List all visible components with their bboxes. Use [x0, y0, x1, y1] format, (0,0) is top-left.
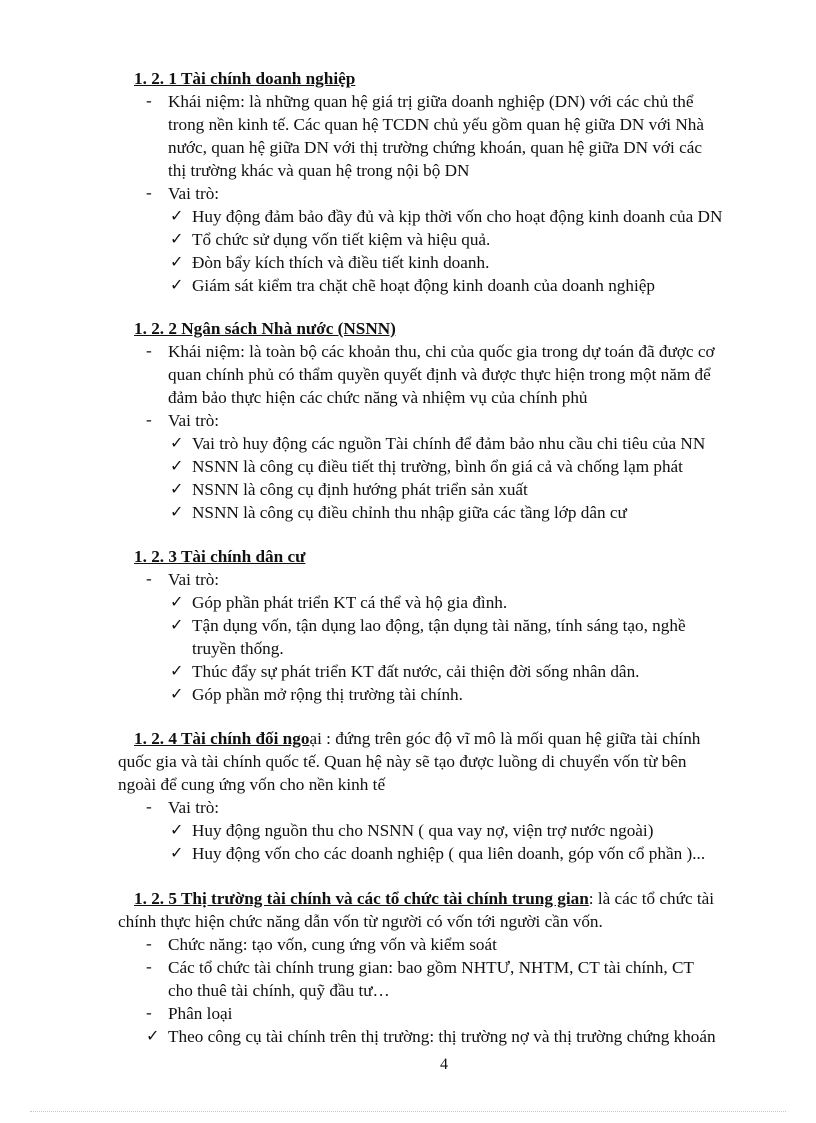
check-icon: ✓: [170, 845, 184, 862]
dash-bullet: -: [146, 934, 152, 953]
check-icon: ✓: [170, 277, 184, 294]
intro-line: chính thực hiện chức năng dẫn vốn từ người có vốn tới người cần vốn.: [118, 912, 603, 931]
role-item: NSNN là công cụ điều chỉnh thu nhập giữa các tầng lớp dân cư: [192, 503, 627, 522]
dash-bullet: -: [146, 957, 152, 976]
concept-line: trong nền kinh tế. Các quan hệ TCDN chủ yếu gồm quan hệ giữa DN với Nhà: [168, 115, 704, 134]
check-icon: ✓: [170, 458, 184, 475]
role-item: NSNN là công cụ định hướng phát triển sản xuất: [192, 480, 528, 499]
list-item: Các tổ chức tài chính trung gian: bao gồm NHTƯ, NHTM, CT tài chính, CT: [168, 958, 694, 977]
section-heading-1-2-3: 1. 2. 3 Tài chính dân cư: [134, 547, 306, 566]
section-1-2-5-first-line: [134, 888, 714, 910]
check-icon: ✓: [170, 663, 184, 680]
role-label: Vai trò:: [168, 570, 220, 589]
role-item: Tận dụng vốn, tận dụng lao động, tận dụng tài năng, tính sáng tạo, nghề: [192, 616, 686, 635]
check-icon: ✓: [170, 504, 184, 521]
heading-tail: ại: [309, 729, 322, 748]
check-icon: ✓: [170, 617, 184, 634]
concept-line: đảm bảo thực hiện các chức năng và nhiệm vụ của chính phủ: [168, 388, 588, 407]
intro-line: ngoài để cung ứng vốn cho nền kinh tế: [118, 775, 386, 794]
role-item: Huy động đảm bảo đầy đủ và kịp thời vốn cho hoạt động kinh doanh của DN: [192, 207, 723, 226]
intro-text: : là các tổ chức tài: [588, 889, 715, 908]
concept-line: thị trường khác và quan hệ trong nội bộ DN: [168, 161, 470, 180]
check-icon: ✓: [170, 435, 184, 452]
dash-bullet: -: [146, 1003, 152, 1022]
section-heading-1-2-4: 1. 2. 4 Tài chính đối ngo: [134, 729, 310, 748]
role-item: Đòn bẩy kích thích và điều tiết kinh doanh.: [192, 253, 490, 272]
role-label: Vai trò:: [168, 798, 220, 817]
dash-bullet: -: [146, 91, 152, 110]
check-icon: ✓: [170, 254, 184, 271]
section-1-2-4-first-line: [134, 728, 700, 750]
check-icon: ✓: [170, 208, 184, 225]
section-heading-1-2-2: 1. 2. 2 Ngân sách Nhà nước (NSNN): [134, 319, 396, 338]
page-boundary-divider: [30, 1111, 786, 1112]
check-icon: ✓: [170, 686, 184, 703]
role-label: Vai trò:: [168, 411, 220, 430]
dash-bullet: -: [146, 183, 152, 202]
intro-text: : đứng trên góc độ vĩ mô là mối quan hệ giữa tài chính: [321, 729, 701, 748]
list-item-continuation: cho thuê tài chính, quỹ đầu tư…: [168, 981, 390, 1000]
check-icon: ✓: [170, 231, 184, 248]
role-item-continuation: truyền thống.: [192, 639, 284, 658]
list-item: Chức năng: tạo vốn, cung ứng vốn và kiểm soát: [168, 935, 497, 954]
role-item: Góp phần mở rộng thị trường tài chính.: [192, 685, 463, 704]
check-icon: ✓: [146, 1028, 160, 1045]
page-number: 4: [440, 1056, 448, 1073]
role-item: Huy động vốn cho các doanh nghiệp ( qua liên doanh, góp vốn cổ phần )...: [192, 844, 706, 863]
concept-line: Khái niệm: là những quan hệ giá trị giữa doanh nghiệp (DN) với các chủ thể: [168, 92, 694, 111]
dash-bullet: -: [146, 341, 152, 360]
role-label: Vai trò:: [168, 184, 220, 203]
check-icon: ✓: [170, 822, 184, 839]
dash-bullet: -: [146, 410, 152, 429]
concept-line: nước, quan hệ giữa DN với thị trường chứng khoán, quan hệ giữa DN với các: [168, 138, 702, 157]
role-item: Huy động nguồn thu cho NSNN ( qua vay nợ, viện trợ nước ngoài): [192, 821, 654, 840]
section-heading-1-2-1: 1. 2. 1 Tài chính doanh nghiệp: [134, 69, 356, 88]
role-item: NSNN là công cụ điều tiết thị trường, bình ổn giá cả và chống lạm phát: [192, 457, 683, 476]
section-heading-1-2-5: 1. 2. 5 Thị trường tài chính và các tổ chức tài chính trung gian: [134, 889, 589, 908]
concept-line: quan chính phủ có thẩm quyền quyết định và được thực hiện trong một năm để: [168, 365, 711, 384]
concept-line: Khái niệm: là toàn bộ các khoản thu, chi của quốc gia trong dự toán đã được cơ: [168, 342, 715, 361]
role-item: Góp phần phát triển KT cá thể và hộ gia đình.: [192, 593, 508, 612]
check-icon: ✓: [170, 594, 184, 611]
dash-bullet: -: [146, 797, 152, 816]
intro-line: quốc gia và tài chính quốc tế. Quan hệ này sẽ tạo được luồng di chuyển vốn từ bên: [118, 752, 687, 771]
role-item: Tổ chức sử dụng vốn tiết kiệm và hiệu quả.: [192, 230, 491, 249]
role-item: Vai trò huy động các nguồn Tài chính để đảm bảo nhu cầu chi tiêu của NN: [192, 434, 706, 453]
role-item: Giám sát kiểm tra chặt chẽ hoạt động kinh doanh của doanh nghiệp: [192, 276, 655, 295]
role-item: Thúc đẩy sự phát triển KT đất nước, cải thiện đời sống nhân dân.: [192, 662, 640, 681]
list-item: Phân loại: [168, 1004, 233, 1023]
check-icon: ✓: [170, 481, 184, 498]
dash-bullet: -: [146, 569, 152, 588]
classification-item: Theo công cụ tài chính trên thị trường: thị trường nợ và thị trường chứng khoán: [168, 1027, 716, 1046]
